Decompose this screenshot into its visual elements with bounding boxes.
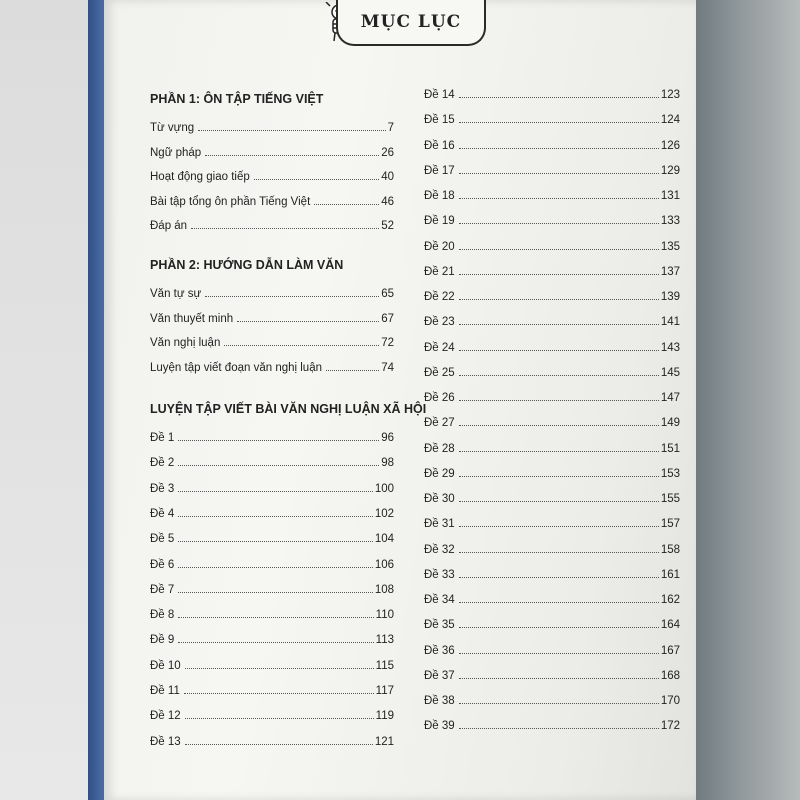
dot-leader — [459, 577, 659, 578]
toc-entry-page: 129 — [660, 164, 680, 177]
table-surface — [694, 0, 800, 800]
toc-entry — [424, 489, 680, 505]
toc-entry-page: 157 — [660, 518, 680, 531]
dot-leader — [237, 321, 379, 322]
dot-leader — [459, 703, 659, 704]
dot-leader — [178, 491, 373, 492]
toc-entry-page: 143 — [660, 341, 680, 354]
dot-leader — [459, 526, 659, 527]
dot-leader — [459, 198, 659, 199]
toc-entry-label: Đề 28 — [424, 442, 455, 455]
dot-leader — [459, 350, 659, 351]
toc-entry — [150, 706, 394, 722]
dot-leader — [224, 345, 379, 346]
toc-entry-page: 133 — [660, 215, 680, 228]
dot-leader — [459, 173, 659, 174]
toc-entry-label: Đề 35 — [424, 619, 455, 632]
toc-entry-page: 126 — [660, 139, 680, 152]
toc-entry — [150, 167, 394, 183]
toc-entry — [424, 565, 680, 581]
dot-leader — [178, 465, 379, 466]
toc-entry — [424, 161, 680, 177]
toc-entry-page: 167 — [660, 644, 680, 657]
toc-entry — [424, 615, 680, 631]
section-title: PHẦN 2: HƯỚNG DẪN LÀM VĂN — [150, 258, 344, 272]
dot-leader — [459, 678, 659, 679]
toc-entry — [150, 605, 394, 621]
toc-entry-label: Đề 25 — [424, 366, 455, 379]
dot-leader — [178, 440, 379, 441]
toc-entry — [424, 186, 680, 202]
toc-entry-label: Đề 3 — [150, 482, 175, 495]
toc-entry-label: Đề 24 — [424, 341, 455, 354]
toc-entry — [150, 333, 394, 349]
dot-leader — [459, 400, 659, 401]
toc-entry-page: 141 — [660, 316, 680, 329]
dot-leader — [198, 130, 385, 131]
toc-entry-page: 67 — [381, 312, 394, 325]
toc-entry-label: Đề 23 — [424, 316, 455, 329]
dot-leader — [178, 567, 373, 568]
toc-entry — [424, 136, 680, 152]
toc-entry-page: 170 — [660, 695, 680, 707]
toc-entry — [150, 216, 394, 232]
toc-entry-label: Đề 22 — [424, 291, 455, 303]
dot-leader — [459, 653, 659, 654]
toc-entry — [424, 439, 680, 455]
dot-leader — [459, 122, 659, 123]
dot-leader — [459, 552, 659, 553]
toc-entry-label: Đề 14 — [424, 89, 455, 101]
toc-entry-page: 104 — [374, 533, 394, 546]
toc-entry-page: 26 — [381, 146, 394, 159]
toc-entry-label: Đề 7 — [150, 583, 175, 596]
toc-entry-page: 124 — [660, 114, 680, 127]
toc-entry-label: Đề 13 — [150, 735, 181, 748]
toc-entry-label: Đề 39 — [424, 720, 455, 733]
toc-entry-label: Đề 4 — [150, 507, 175, 520]
toc-entry-label: Ngữ pháp — [150, 146, 202, 159]
toc-entry — [150, 453, 394, 469]
toc-entry-page: 96 — [381, 432, 394, 444]
dot-leader — [459, 501, 659, 502]
toc-entry-label: Văn tự sự — [150, 288, 202, 300]
toc-entry-label: Đề 15 — [424, 114, 455, 127]
dot-leader — [185, 668, 374, 669]
toc-entry — [424, 464, 680, 480]
toc-entry-label: Đáp án — [150, 220, 188, 232]
toc-entry-page: 113 — [375, 634, 394, 647]
toc-entry — [424, 338, 680, 354]
toc-entry-label: Đề 33 — [424, 568, 455, 581]
toc-entry-page: 164 — [660, 619, 680, 632]
toc-entry-page: 172 — [660, 720, 680, 733]
toc-entry-label: Đề 36 — [424, 644, 455, 657]
toc-entry — [150, 504, 394, 520]
toc-entry — [150, 529, 394, 545]
toc-entry — [150, 428, 394, 444]
toc-entry — [424, 85, 680, 101]
toc-entry-label: Đề 12 — [150, 710, 181, 723]
dot-leader — [184, 693, 374, 694]
dot-leader — [459, 324, 659, 325]
toc-entry — [150, 309, 394, 325]
section-title: LUYỆN TẬP VIẾT BÀI VĂN NGHỊ LUẬN XÃ HỘI — [150, 402, 427, 416]
toc-entry-page: 121 — [374, 735, 394, 748]
dot-leader — [459, 728, 659, 729]
dot-leader — [178, 592, 373, 593]
toc-entry-page: 145 — [660, 366, 680, 379]
toc-entry — [424, 237, 680, 253]
toc-entry-label: Đề 5 — [150, 533, 175, 546]
toc-entry — [424, 211, 680, 227]
dot-leader — [459, 299, 659, 300]
toc-entry — [424, 413, 680, 429]
dot-leader — [459, 602, 659, 603]
dot-leader — [185, 718, 374, 719]
toc-entry-label: Đề 18 — [424, 190, 455, 202]
toc-entry-page: 131 — [660, 190, 680, 202]
dot-leader — [326, 370, 379, 371]
dot-leader — [178, 541, 373, 542]
toc-entry-page: 106 — [374, 558, 394, 571]
dot-leader — [178, 516, 373, 517]
toc-entry-label: Đề 30 — [424, 493, 455, 505]
toc-entry-page: 72 — [381, 337, 394, 349]
toc-entry — [150, 143, 394, 159]
toc-entry-label: Đề 11 — [150, 685, 180, 697]
toc-entry-page: 52 — [381, 220, 394, 232]
toc-entry-page: 98 — [381, 457, 394, 470]
toc-entry-page: 119 — [375, 710, 394, 723]
dot-leader — [459, 375, 659, 376]
toc-entry — [150, 580, 394, 596]
toc-entry-page: 65 — [381, 288, 394, 300]
dot-leader — [178, 642, 373, 643]
toc-entry — [424, 666, 680, 682]
toc-entry-page: 147 — [660, 392, 680, 404]
toc-entry — [424, 691, 680, 707]
toc-entry-label: Đề 34 — [424, 594, 455, 606]
toc-entry — [424, 641, 680, 657]
toc-entry-page: 137 — [660, 265, 680, 278]
toc-entry-label: Đề 38 — [424, 695, 455, 707]
dot-leader — [459, 223, 659, 224]
toc-entry — [424, 312, 680, 328]
toc-entry — [424, 716, 680, 732]
dot-leader — [459, 476, 659, 477]
toc-entry — [424, 388, 680, 404]
toc-entry-label: Đề 27 — [424, 417, 455, 430]
toc-entry-label: Đề 9 — [150, 634, 175, 647]
toc-entry-page: 40 — [381, 171, 394, 183]
toc-entry-page: 123 — [660, 89, 680, 101]
dot-leader — [459, 249, 659, 250]
toc-entry-label: Đề 37 — [424, 669, 455, 682]
toc-entry-page: 102 — [374, 507, 394, 520]
toc-entry-label: Đề 31 — [424, 518, 455, 531]
toc-entry-label: Bài tập tổng ôn phần Tiếng Việt — [150, 195, 311, 208]
toc-entry — [150, 284, 394, 300]
toc-entry — [150, 681, 394, 697]
toc-entry-page: 46 — [381, 195, 394, 208]
toc-entry-label: Hoạt động giao tiếp — [150, 171, 250, 183]
toc-entry-page: 155 — [660, 493, 680, 505]
toc-entry-label: Đề 10 — [150, 659, 181, 672]
toc-entry-label: Văn nghị luận — [150, 337, 221, 349]
toc-entry-label: Đề 32 — [424, 543, 455, 556]
toc-entry-page: 100 — [374, 482, 394, 495]
dot-leader — [254, 179, 379, 180]
toc-entry-label: Từ vựng — [150, 122, 195, 134]
toc-entry-page: 158 — [660, 543, 680, 556]
dot-leader — [178, 617, 373, 618]
toc-entry-page: 135 — [660, 240, 680, 253]
toc-entry-label: Văn thuyết minh — [150, 312, 234, 325]
toc-entry-label: Đề 16 — [424, 139, 455, 152]
dot-leader — [205, 155, 379, 156]
toc-entry — [150, 732, 394, 748]
dot-leader — [185, 744, 373, 745]
toc-entry — [150, 479, 394, 495]
page-title: MỤC LỤC — [336, 0, 486, 46]
section-title: PHẦN 1: ÔN TẬP TIẾNG VIỆT — [150, 92, 324, 106]
toc-entry-page: 168 — [660, 669, 680, 682]
toc-entry-label: Đề 17 — [424, 164, 455, 177]
toc-entry — [424, 110, 680, 126]
toc-entry — [150, 358, 394, 374]
dot-leader — [459, 97, 659, 98]
toc-entry — [150, 192, 394, 208]
toc-entry — [150, 118, 394, 134]
toc-entry-page: 7 — [387, 122, 394, 134]
dot-leader — [459, 274, 659, 275]
dot-leader — [459, 451, 659, 452]
toc-entry-page: 162 — [660, 594, 680, 606]
toc-entry-page: 161 — [660, 568, 680, 581]
toc-entry — [424, 540, 680, 556]
toc-entry — [150, 630, 394, 646]
toc-entry-label: Đề 29 — [424, 467, 455, 480]
toc-entry — [424, 262, 680, 278]
dot-leader — [205, 296, 379, 297]
toc-entry-label: Đề 2 — [150, 457, 175, 470]
dot-leader — [191, 228, 379, 229]
dot-leader — [314, 204, 379, 205]
toc-entry-label: Đề 20 — [424, 240, 455, 253]
toc-entry-page: 151 — [660, 442, 680, 455]
toc-entry-page: 153 — [660, 467, 680, 480]
toc-entry — [150, 656, 394, 672]
toc-entry — [150, 555, 394, 571]
toc-entry-page: 110 — [375, 609, 394, 622]
toc-entry-page: 115 — [375, 659, 394, 672]
toc-entry-label: Đề 1 — [150, 432, 175, 444]
toc-entry — [424, 287, 680, 303]
toc-entry — [424, 363, 680, 379]
dot-leader — [459, 627, 659, 628]
toc-entry-page: 108 — [374, 583, 394, 596]
toc-entry-label: Đề 19 — [424, 215, 455, 228]
toc-entry-label: Đề 21 — [424, 265, 455, 278]
toc-entry-label: Đề 26 — [424, 392, 455, 404]
toc-entry-label: Luyện tập viết đoạn văn nghị luận — [150, 361, 322, 374]
toc-entry-page: 149 — [660, 417, 680, 430]
toc-entry-page: 74 — [381, 361, 394, 374]
dot-leader — [459, 425, 659, 426]
dot-leader — [459, 148, 659, 149]
toc-entry-page: 139 — [660, 291, 680, 303]
toc-entry — [424, 514, 680, 530]
toc-entry-label: Đề 6 — [150, 558, 175, 571]
toc-entry-label: Đề 8 — [150, 609, 175, 622]
toc-entry — [424, 590, 680, 606]
toc-entry-page: 117 — [375, 685, 394, 697]
